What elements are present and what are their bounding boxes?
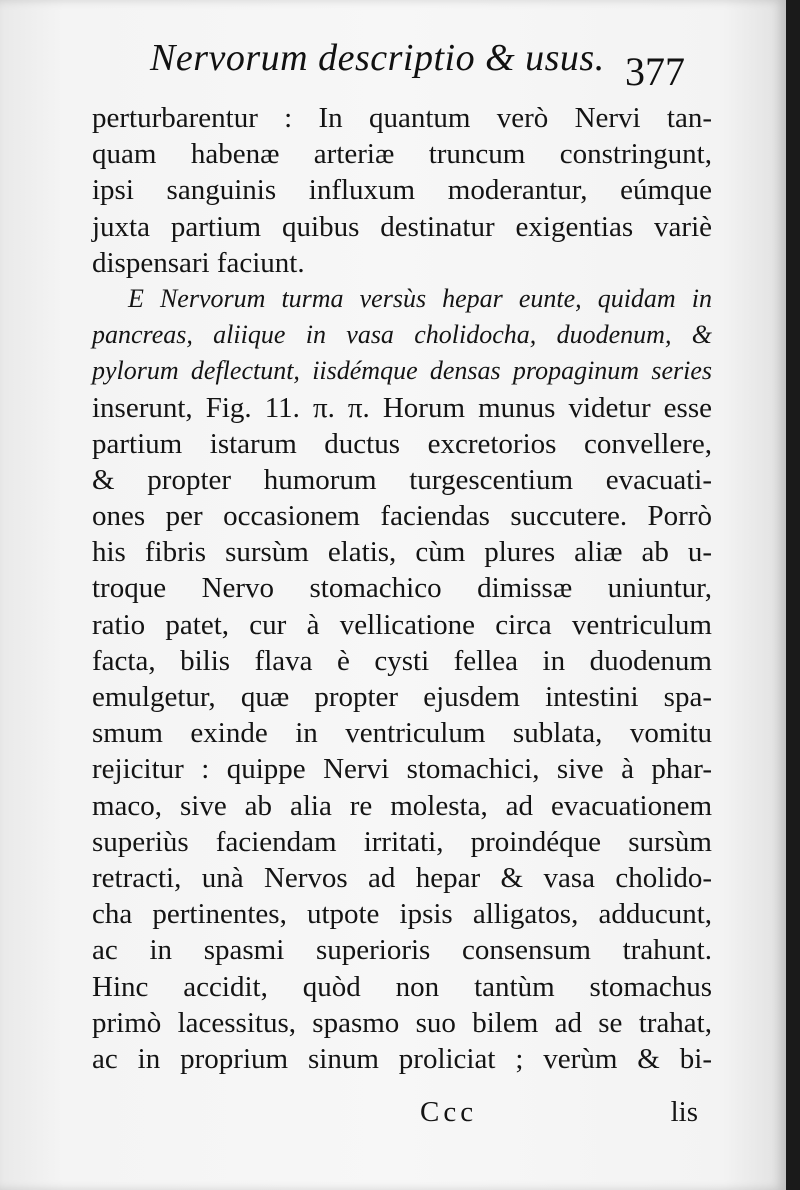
text-line: perturbarentur : In quantum verò Nervi tan- xyxy=(92,102,712,134)
text-line: cha pertinentes, utpote ipsis alligatos, adducunt, xyxy=(92,898,712,931)
text-line: inserunt, Fig. 11. π. π. Horum munus videtur esse xyxy=(92,391,712,424)
text-line: E Nervorum turma versùs hepar eunte, quidam in xyxy=(128,283,712,313)
running-title: Nervorum descriptio & usus. xyxy=(150,37,605,79)
text-line: retracti, unà Nervos ad hepar & vasa cholido- xyxy=(92,861,712,894)
text-line: pylorum deflectunt, iisdémque densas propaginum series xyxy=(92,356,712,386)
text-line: primò lacessitus, spasmo suo bilem ad se trahat, xyxy=(92,1006,712,1039)
page-number: 377 xyxy=(625,49,685,94)
text-line: ac in spasmi superioris consensum trahunt. xyxy=(92,934,712,967)
text-line: facta, bilis flava è cysti fellea in duodenum xyxy=(92,644,712,677)
text-line: quam habenæ arteriæ truncum constringunt, xyxy=(92,138,712,171)
text-line: ipsi sanguinis influxum moderantur, eúmque xyxy=(92,174,712,207)
page-edge-shadow xyxy=(786,0,800,1190)
text-line: superiùs faciendam irritati, proindéque sursùm xyxy=(92,825,712,858)
page-footer xyxy=(92,1096,712,1136)
text-line: dispensari faciunt. xyxy=(92,246,305,279)
text-line: smum exinde in ventriculum sublata, vomitu xyxy=(92,717,712,750)
text-line: maco, sive ab alia re molesta, ad evacuationem xyxy=(92,789,712,822)
text-line: troque Nervo stomachico dimissæ uniuntur, xyxy=(92,572,712,605)
text-line: his fibris sursùm elatis, cùm plures aliæ ab u- xyxy=(92,536,712,569)
body-text xyxy=(92,100,712,1077)
catchword: lis xyxy=(670,1096,698,1128)
text-line: Hinc accidit, quòd non tantùm stomachus xyxy=(92,970,712,1003)
text-line: juxta partium quibus destinatur exigentias variè xyxy=(92,210,712,243)
text-line: pancreas, aliique in vasa cholidocha, duodenum, & xyxy=(92,320,712,350)
text-line: rejicitur : quippe Nervi stomachici, sive à phar- xyxy=(92,753,712,786)
text-line: emulgetur, quæ propter ejusdem intestini spa- xyxy=(92,681,712,713)
text-line: ratio patet, cur à vellicatione circa ventriculum xyxy=(92,608,712,641)
text-line: partium istarum ductus excretorios convellere, xyxy=(92,427,712,460)
page-header xyxy=(150,36,750,96)
text-line: & propter humorum turgescentium evacuati- xyxy=(92,463,712,496)
text-line: ac in proprium sinum proliciat ; verùm & bi- xyxy=(92,1042,712,1075)
text-line: ones per occasionem faciendas succutere. Porrò xyxy=(92,500,712,533)
signature-mark: Ccc xyxy=(420,1096,478,1128)
